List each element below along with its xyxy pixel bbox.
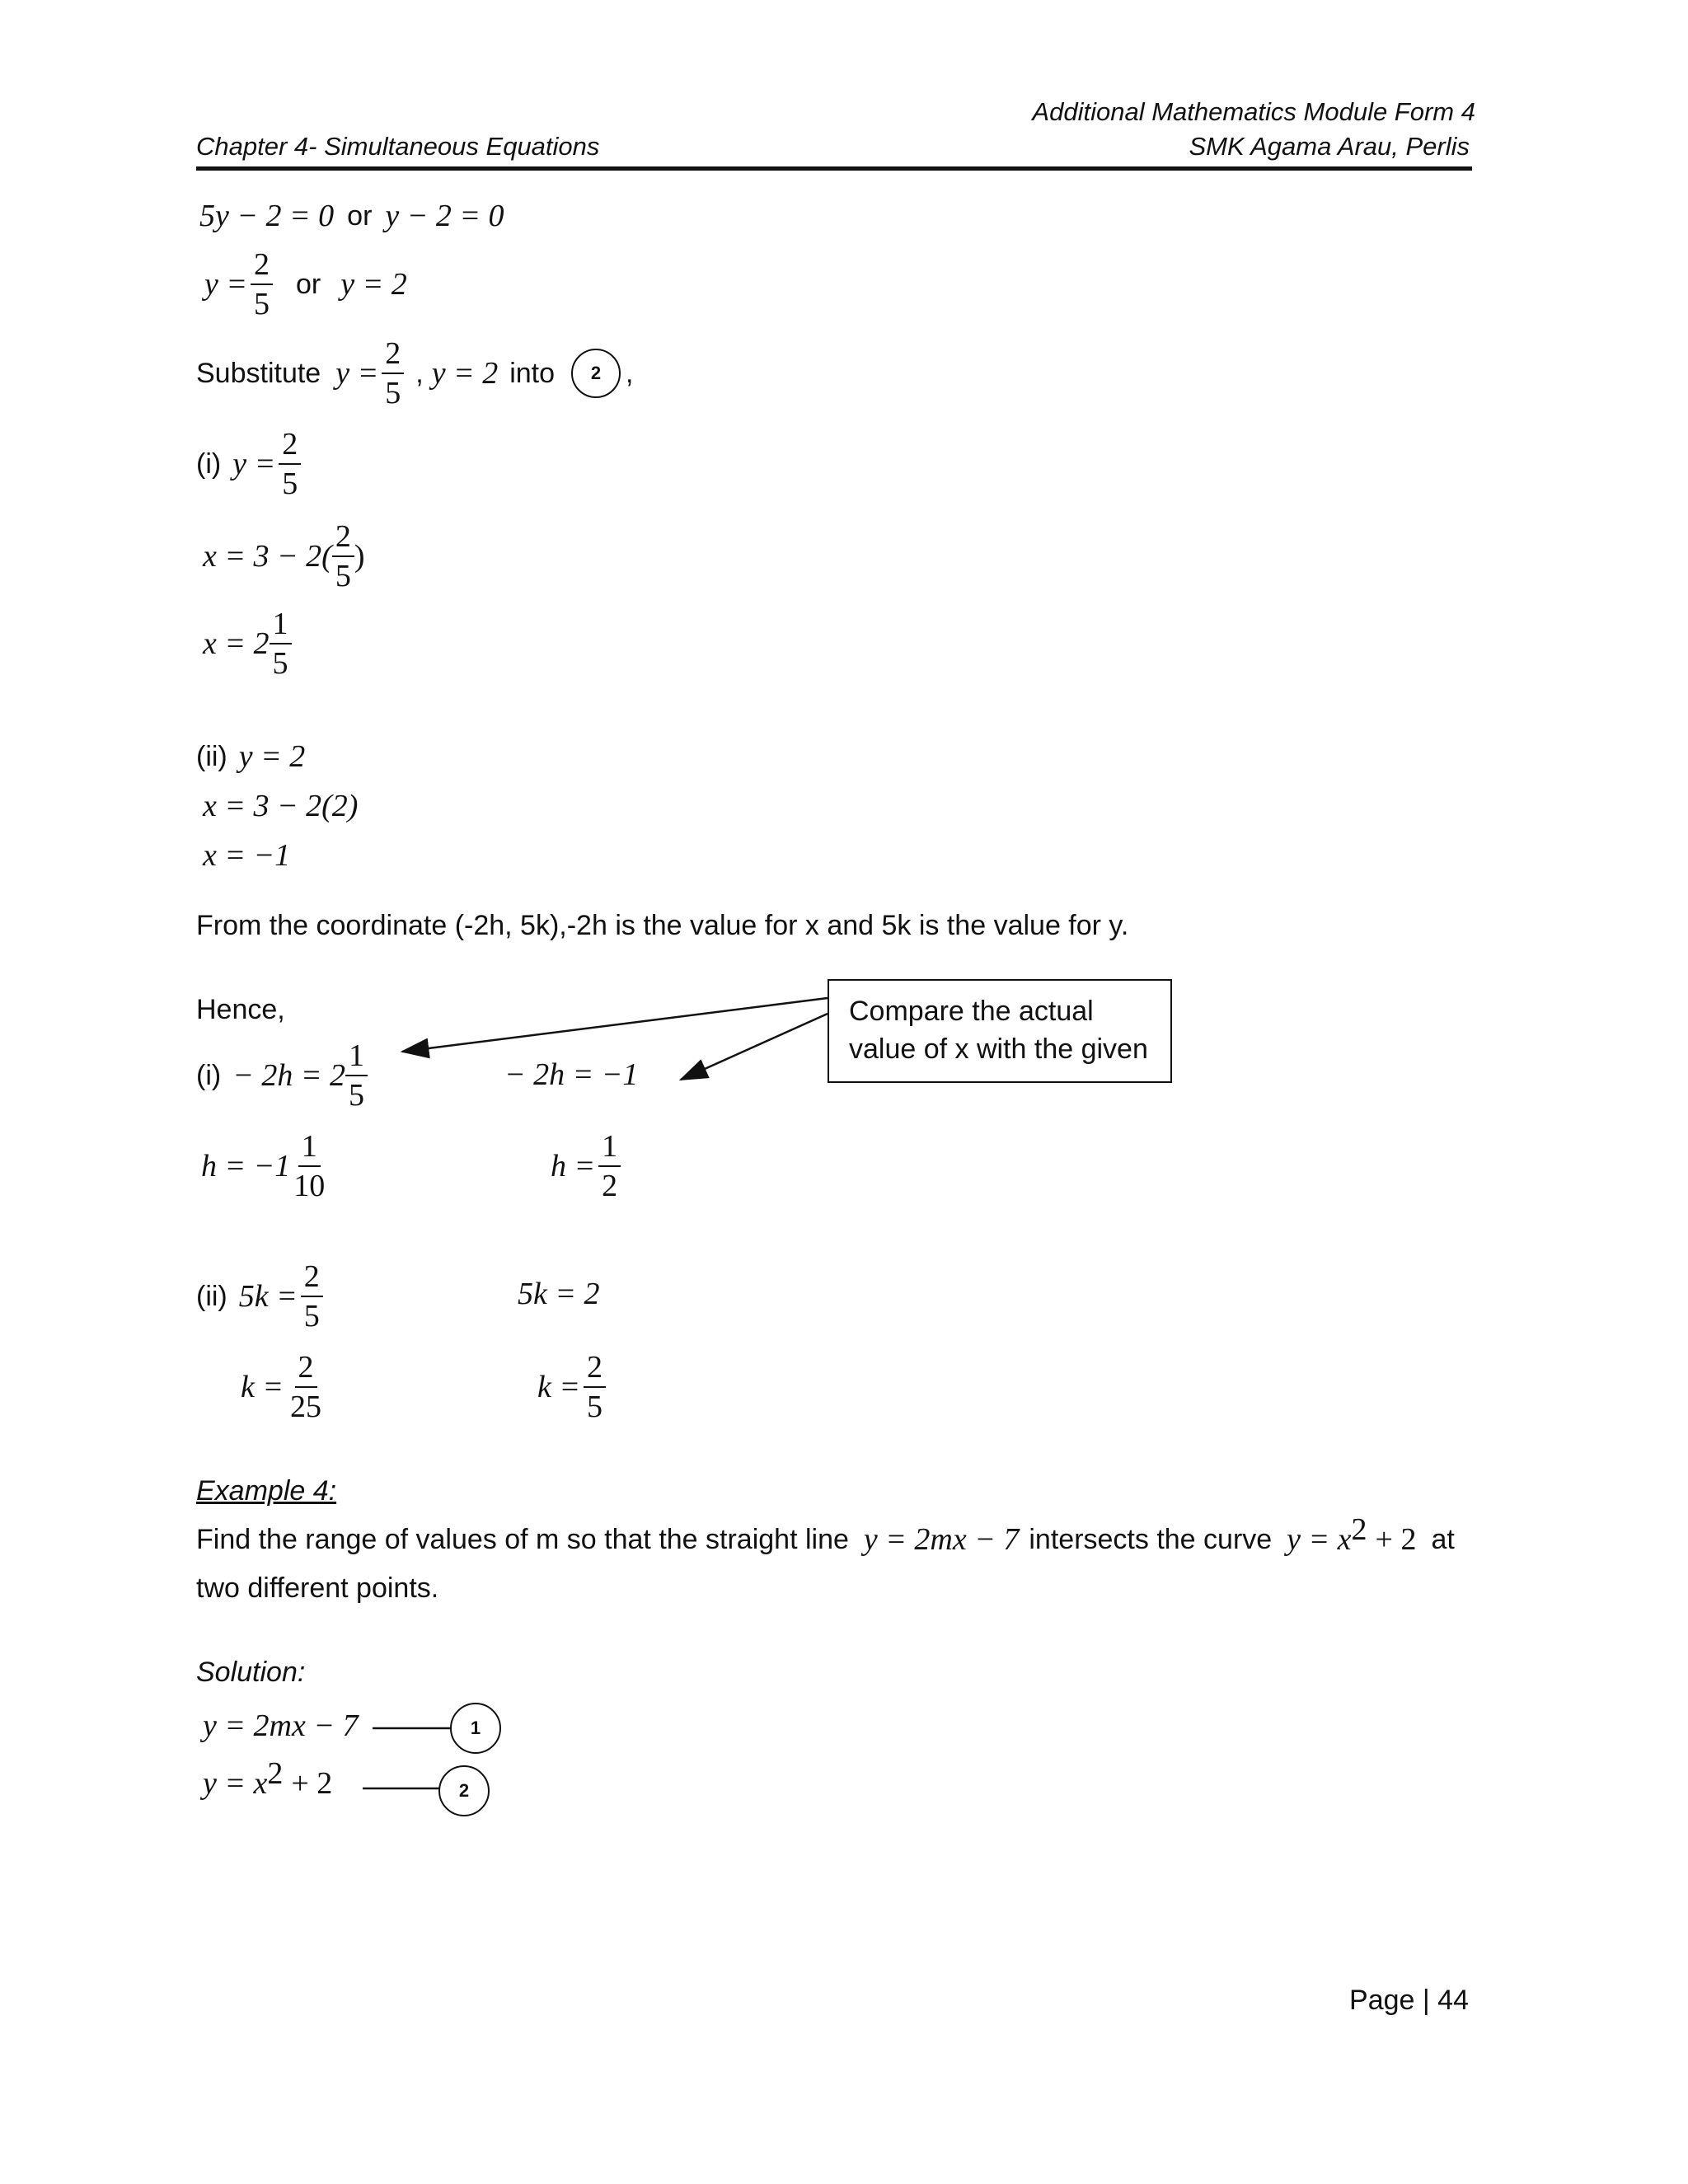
arrow-to-case-i	[402, 998, 828, 1052]
hence-label: Hence,	[196, 994, 285, 1025]
fraction: $\frac{1}{2}$	[598, 1131, 621, 1202]
fraction: $\frac{1}{5}$	[270, 608, 292, 679]
h-right-result: h = $\frac{1}{2}$	[551, 1131, 624, 1202]
example-question: Find the range of values of m so that the straight line y = 2mx − 7 intersects the curve y = x $^2$ + 2 at	[196, 1512, 1455, 1557]
fraction: $\frac{2}{25}$	[290, 1350, 322, 1424]
hk-case-i-left: (i) − 2h = 2 $\frac{1}{5}$	[196, 1040, 371, 1111]
k-left-result: k = $\frac{2}{25}$	[241, 1352, 328, 1422]
fraction: $\frac{2}{5}$	[584, 1352, 606, 1422]
fraction: $\frac{2}{5}$	[382, 338, 404, 409]
fraction: $\frac{2}{5}$	[301, 1261, 323, 1332]
fraction: $\frac{2}{5}$	[251, 249, 273, 320]
fraction: $\frac{2}{5}$	[279, 429, 301, 499]
coordinate-explanation: From the coordinate (-2h, 5k),-2h is the value for x and 5k is the value for y.	[196, 910, 1129, 941]
hk-case-i-right: − 2h = −1	[504, 1057, 639, 1092]
fraction: $\frac{1}{5}$	[345, 1040, 368, 1111]
equation-2-marker: 2	[571, 349, 621, 398]
equation-2-marker: 2	[438, 1765, 490, 1816]
h-left-result: h = −1 $\frac{1}{10}$	[201, 1131, 331, 1202]
y-solutions: y = $\frac{2}{5}$ or y = 2	[204, 247, 407, 321]
case-i-x-substitution: x = 3 − 2( $\frac{2}{5}$ )	[203, 519, 365, 593]
solution-eq1: y = 2mx − 7	[203, 1708, 359, 1743]
example-question-line2: two different points.	[196, 1572, 439, 1604]
compare-callout: Compare the actual value of x with the given	[828, 979, 1172, 1083]
arrow-to-case-ii	[681, 1014, 828, 1080]
equation-1-marker: 1	[450, 1703, 501, 1754]
k-right-result: k = $\frac{2}{5}$	[537, 1352, 609, 1422]
school-name: SMK Agama Arau, Perlis	[1189, 132, 1470, 161]
case-i-y: (i) y = $\frac{2}{5}$	[196, 429, 304, 499]
substitute-line: Substitute y = $\frac{2}{5}$ , y = 2 into 2 ,	[196, 336, 634, 410]
example-heading: Example 4:	[196, 1475, 337, 1507]
case-ii-x-substitution: x = 3 − 2(2)	[203, 789, 359, 823]
chapter-title: Chapter 4- Simultaneous Equations	[196, 132, 600, 161]
solution-label: Solution:	[196, 1657, 306, 1688]
fraction: $\frac{2}{5}$	[332, 521, 354, 592]
case-ii-x-result: x = −1	[203, 838, 291, 873]
page-number: Page | 44	[1349, 1985, 1469, 2016]
hk-case-ii-left: (ii) 5k = $\frac{2}{5}$	[196, 1261, 326, 1332]
case-ii-y: (ii) y = 2	[196, 739, 306, 774]
module-title: Additional Mathematics Module Form 4	[1032, 97, 1475, 126]
case-i-x-result: x = 2 $\frac{1}{5}$	[203, 608, 295, 679]
factor-equations: 5y − 2 = 0 or y − 2 = 0	[199, 199, 504, 233]
solution-eq2: y = x $^2$ + 2	[203, 1756, 333, 1801]
fraction: $\frac{1}{10}$	[293, 1129, 326, 1203]
hk-case-ii-right: 5k = 2	[518, 1277, 600, 1311]
